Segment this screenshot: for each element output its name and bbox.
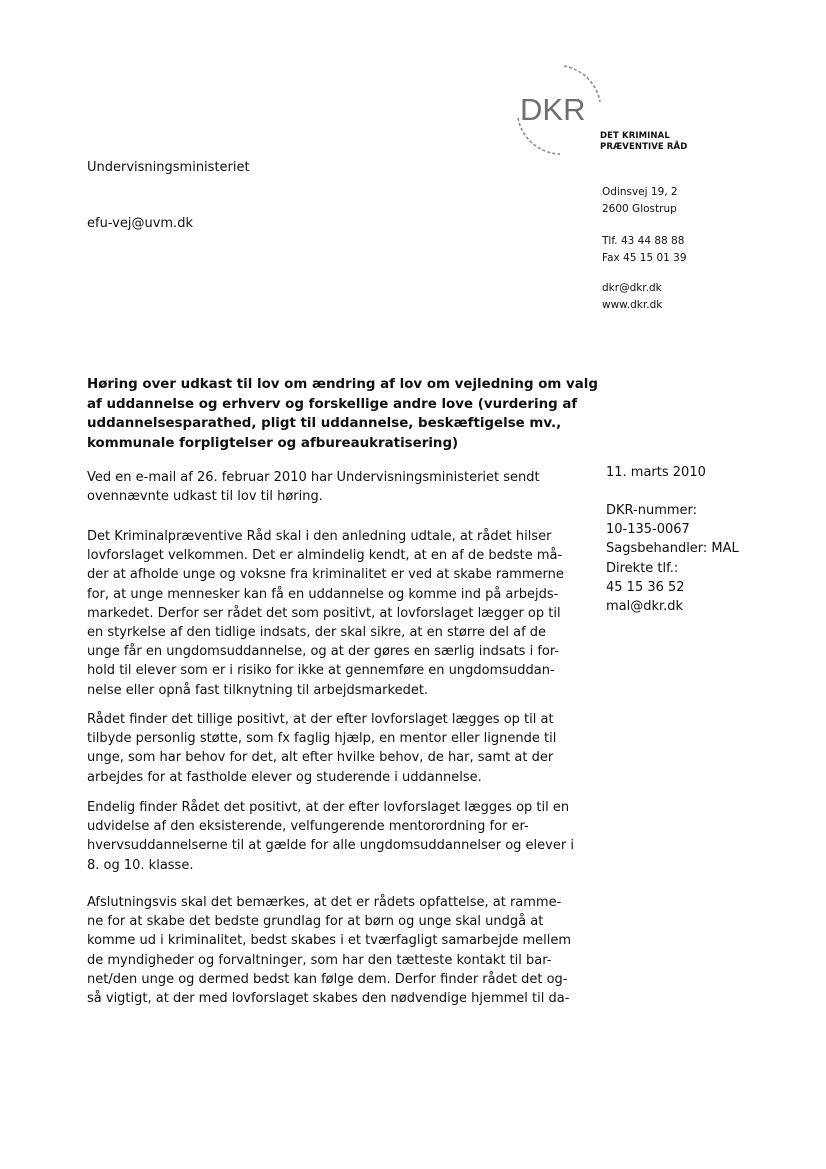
sender-address [602,184,678,217]
subject-line: kommunale forpligtelser og afbureaukratisering) [87,435,459,451]
body-line: net/den unge og dermed bedst kan følge dem. Derfor finder rådet det og- [87,971,568,987]
body-line: unge får en ungdomsuddannelse, og at der gøres en særlig indsats i for- [87,644,560,660]
subject-line: Høring over udkast til lov om ændring af lov om vejledning om valg [87,377,598,392]
subject-line: af uddannelse og erhverv og forskellige andre love (vurdering af [87,396,578,412]
body-line: for, at unge mennesker kan få en uddannelse og komme ind på arbejds- [87,586,559,602]
body-line: Rådet finder det tillige positivt, at der efter lovforslaget lægges op til at [87,712,554,727]
address-line-1: Odinsvej 19, 2 [602,186,678,198]
phone-number: Tlf. 43 44 88 88 [602,235,685,247]
body-line: Det Kriminalpræventive Råd skal i den anledning udtale, at rådet hilser [87,529,552,544]
logo-wordmark [600,131,687,153]
logo-line-2: PRÆVENTIVE RÅD [600,142,688,152]
paragraph-5 [87,893,607,1008]
letter-date: 11. marts 2010 [606,465,706,480]
body-line: de myndigheder og forvaltninger, som har den tætteste kontakt til bar- [87,952,552,968]
body-line: nelse eller opnå fast tilknytning til arbejdsmarkedet. [87,682,429,698]
address-line-2: 2600 Glostrup [602,202,677,215]
paragraph-3 [87,710,607,787]
logo-letters: DKR [520,92,586,127]
case-info [606,501,739,616]
letter-subject [87,375,617,453]
dkr-logo [512,62,612,157]
paragraph-1 [87,468,607,506]
body-line: udvidelse af den eksisterende, velfungerende mentorordning for er- [87,819,529,835]
case-handler: Sagsbehandler: MAL [606,541,739,557]
paragraph-4 [87,798,607,875]
paragraph-2 [87,527,607,700]
fax-number: Fax 45 15 01 39 [602,251,687,264]
dkr-number: 10-135-0067 [606,522,690,538]
logo-line-1: DET KRIMINAL [600,131,670,141]
body-line: unge, som har behov for det, alt efter hvilke behov, de har, samt at der [87,750,554,766]
body-line: ne for at skabe det bedste grundlag for at børn og unge skal undgå at [87,914,544,930]
body-line: en styrkelse af den tidlige indsats, der skal sikre, at en større del af de [87,625,547,641]
dkr-logo-mark [512,62,612,157]
recipient-name: Undervisningsministeriet [87,160,250,175]
sender-website: www.dkr.dk [602,298,663,311]
sender-online [602,280,662,313]
body-line: markedet. Derfor ser rådet det som positivt, at lovforslaget lægger op til [87,605,561,621]
sender-phones [602,233,687,266]
recipient-email: efu-vej@uvm.dk [87,216,193,231]
body-line: Ved en e-mail af 26. februar 2010 har Undervisningsministeriet sendt [87,470,540,485]
body-line: så vigtigt, at der med lovforslaget skabes den nødvendige hjemmel til da- [87,991,570,1007]
body-line: tilbyde personlig støtte, som fx faglig hjælp, en mentor eller lignende til [87,731,557,747]
body-line: komme ud i kriminalitet, bedst skabes i et tværfagligt samarbejde mellem [87,933,572,949]
dkr-number-label: DKR-nummer: [606,503,698,518]
body-line: Afslutningsvis skal det bemærkes, at det er rådets opfattelse, at ramme- [87,895,562,910]
direct-phone: 45 15 36 52 [606,579,685,595]
body-line: Endelig finder Rådet det positivt, at der efter lovforslaget lægges op til en [87,800,570,815]
subject-line: uddannelsesparathed, pligt til uddannelse, beskæftigelse mv., [87,416,562,431]
sender-email: dkr@dkr.dk [602,282,662,294]
body-line: hold til elever som er i risiko for ikke at gennemføre en ungdomsuddan- [87,663,555,679]
body-line: arbejdes for at fastholde elever og studerende i uddannelse. [87,769,482,785]
direct-phone-label: Direkte tlf.: [606,560,679,576]
body-line: der at afholde unge og voksne fra kriminalitet er ved at skabe rammerne [87,567,564,583]
body-line: lovforslaget velkommen. Det er almindelig kendt, at en af de bedste må- [87,548,563,564]
body-line: 8. og 10. klasse. [87,857,194,873]
body-line: hvervsuddannelserne til at gælde for alle ungdomsuddannelser og elever i [87,838,574,854]
handler-email: mal@dkr.dk [606,599,684,615]
body-line: ovennævnte udkast til lov til høring. [87,489,323,505]
